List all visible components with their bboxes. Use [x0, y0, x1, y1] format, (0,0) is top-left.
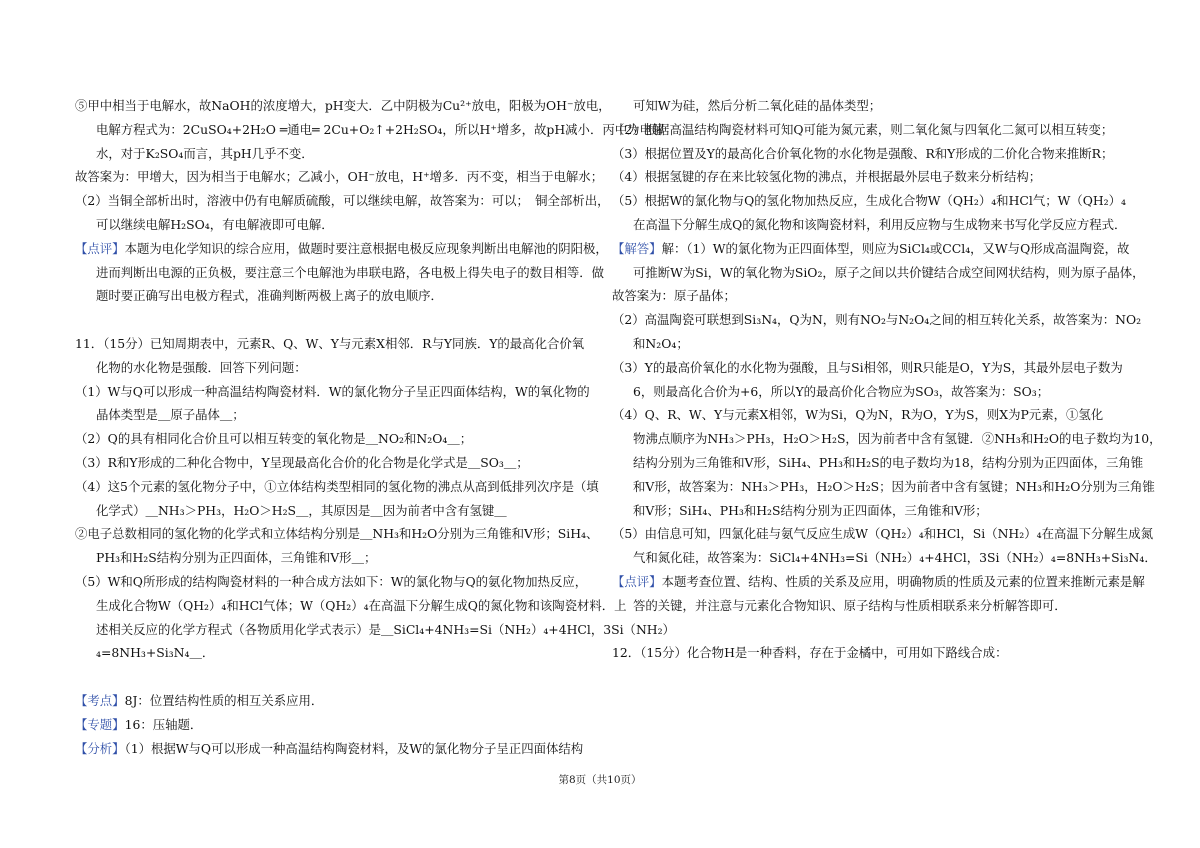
section-tag: 【解答】 — [612, 240, 662, 256]
line-text: 生成化合物W（QH₂）₄和HCl气体；W（QH₂）₄在高温下分解生成Q的氮化物和该陶瓷材料．上 — [96, 597, 627, 613]
text-line — [75, 713, 590, 737]
line-text: ⑤甲中相当于电解水，故NaOH的浓度增大，pH变大．乙中阴极为Cu²⁺放电，阳极为OH⁻放电， — [75, 98, 611, 113]
text-line — [612, 118, 1127, 142]
text-line — [75, 570, 590, 594]
text-line — [75, 142, 590, 166]
line-text: 故答案为：甲增大，因为相当于电解水；乙减小，OH⁻放电，H⁺增多．丙不变，相当于电解水； — [75, 169, 604, 185]
text-line — [75, 94, 611, 118]
line-text: 和V形，故答案为：NH₃＞PH₃，H₂O＞H₂S；因为前者中含有氢键；NH₃和H₂O分别为三角锥 — [633, 478, 1155, 494]
text-line — [612, 403, 1127, 427]
line-text: （5）W和Q所形成的结构陶瓷材料的一种合成方法如下：W的氯化物与Q的氨化物加热反应， — [75, 573, 588, 589]
text-line — [612, 237, 1130, 261]
text-line — [612, 427, 1162, 451]
line-text: （2）当铜全部析出时，溶液中仍有电解质硫酸，可以继续电解，故答案为：可以； 铜全部析出， — [75, 193, 610, 209]
text-line — [75, 261, 605, 285]
text-line — [75, 475, 599, 499]
line-text: 本题为电化学知识的综合应用，做题时要注意根据电极反应现象判断出电解池的阴阳极， — [124, 240, 608, 256]
text-line — [612, 594, 1127, 618]
section-tag: 【专题】 — [75, 716, 125, 732]
line-text: （1）根据W与Q可以形成一种高温结构陶瓷材料，及W的氯化物分子呈正四面体结构 — [124, 740, 584, 756]
line-text: （3）根据位置及Y的最高化合价氧化物的水化物是强酸、R和Y形成的二价化合物来推断R； — [612, 145, 1114, 161]
text-line — [612, 94, 1127, 118]
line-text: 电解方程式为：2CuSO₄+2H₂O ═通电═ 2Cu+O₂↑+2H₂SO₄，所以H⁺增多，故pH减小．丙中为电解 — [96, 121, 665, 137]
text-line — [75, 118, 665, 142]
text-line — [612, 451, 1144, 475]
line-text: （1）W与Q可以形成一种高温结构陶瓷材料．W的氯化物分子呈正四面体结构，W的氧化物的 — [75, 383, 590, 399]
line-text: （2）Q的具有相同化合价且可以相互转变的氧化物是＿NO₂和N₂O₄＿； — [75, 431, 473, 447]
line-text: （3）R和Y形成的二种化合物中，Y呈现最高化合价的化合物是化学式是＿SO₃＿； — [75, 454, 529, 470]
text-line — [75, 403, 590, 427]
page-footer: 第8页（共10页） — [558, 774, 642, 786]
line-text: 本题考查位置、结构、性质的关系及应用，明确物质的性质及元素的位置来推断元素是解 — [661, 573, 1145, 589]
line-text: 可知W为硅，然后分析二氧化硅的晶体类型； — [633, 98, 882, 113]
text-line — [612, 189, 1127, 213]
text-line — [75, 332, 590, 356]
text-line — [612, 570, 1145, 594]
text-line — [75, 499, 590, 523]
text-line — [612, 142, 1127, 166]
text-line — [612, 641, 1127, 665]
text-line — [75, 165, 604, 189]
line-text: 11．（15分）已知周期表中，元素R、Q、W、Y与元素X相邻．R与Y同族．Y的最高化合价氧 — [75, 335, 585, 351]
text-line — [75, 665, 590, 689]
text-line — [612, 475, 1155, 499]
line-text: （5）根据W的氯化物与Q的氢化物加热反应，生成化合物W（QH₂）₄和HCl气；W（QH₂）₄ — [612, 193, 1127, 209]
text-line — [612, 356, 1127, 380]
line-text: ②电子总数相同的氢化物的化学式和立体结构分别是＿NH₃和H₂O分别为三角锥和V形；SiH₄、 — [75, 526, 599, 542]
section-tag: 【点评】 — [75, 240, 125, 256]
line-text: 和V形；SiH₄、PH₃和H₂S结构分别为正四面体，三角锥和V形； — [633, 502, 988, 518]
line-text: （2）根据高温结构陶瓷材料可知Q可能为氮元素，则二氧化氮与四氧化二氮可以相互转变； — [612, 121, 1114, 137]
text-line — [75, 594, 627, 618]
text-line — [612, 380, 1127, 404]
line-text: PH₃和H₂S结构分别为正四面体，三角锥和V形＿； — [96, 550, 377, 566]
line-text: （4）根据氢键的存在来比较氢化物的沸点，并根据最外层电子数来分析结构； — [612, 169, 1042, 185]
text-line — [75, 522, 599, 546]
line-text: 进而判断出电源的正负极，要注意三个电解池为串联电路，各电极上得失电子的数目相等．做 — [96, 264, 605, 280]
text-line — [75, 427, 590, 451]
text-line — [612, 308, 1142, 332]
text-line — [612, 499, 1127, 523]
line-text: 可推断W为Si，W的氧化物为SiO₂，原子之间以共价键结合成空间网状结构，则为原子晶体， — [633, 264, 1145, 280]
line-text: 结构分别为三角锥和V形，SiH₄、PH₃和H₂S的电子数均为18，结构分别为正四面体，三角锥 — [633, 454, 1144, 470]
text-line — [612, 522, 1154, 546]
line-text: 晶体类型是＿原子晶体＿； — [96, 407, 245, 423]
line-text: 答的关键，并注意与元素化合物知识、原子结构与性质相联系来分析解答即可． — [633, 597, 1067, 613]
line-text: （2）高温陶瓷可联想到Si₃N₄，Q为N，则有NO₂与N₂O₄之间的相互转化关系，故答案为：NO₂ — [612, 312, 1142, 328]
line-text: 物沸点顺序为NH₃＞PH₃，H₂O＞H₂S，因为前者中含有氢键．②NH₃和H₂O的电子数均为10， — [633, 431, 1162, 447]
line-text: 解：（1）W的氯化物为正四面体型，则应为SiCl₄或CCl₄，又W与Q形成高温陶瓷，故 — [661, 240, 1130, 256]
text-line — [75, 189, 610, 213]
text-line — [612, 332, 1127, 356]
text-line — [75, 451, 590, 475]
line-text: 化物的水化物是强酸．回答下列问题： — [96, 359, 307, 375]
line-text: 和N₂O₄； — [633, 335, 689, 351]
line-text: ₄=8NH₃+Si₃N₄＿． — [96, 645, 215, 661]
text-line — [612, 284, 1127, 308]
line-text: 16：压轴题． — [124, 716, 203, 732]
text-line — [612, 213, 1127, 237]
text-line — [612, 546, 1157, 570]
line-text: 故答案为：原子晶体； — [612, 288, 736, 304]
text-line — [75, 213, 590, 237]
line-text: （4）这5个元素的氢化物分子中，①立体结构类型相同的氢化物的沸点从高到低排列次序是（填 — [75, 478, 599, 494]
text-line — [75, 356, 590, 380]
line-text: 水，对于K₂SO₄而言，其pH几乎不变． — [96, 145, 314, 161]
text-line — [75, 618, 675, 642]
line-text: （4）Q、R、W、Y与元素X相邻，W为Si，Q为N，R为O，Y为S，则X为P元素，①氢化 — [612, 407, 1104, 423]
text-line — [75, 308, 590, 332]
line-text: 可以继续电解H₂SO₄，有电解液即可电解． — [96, 216, 334, 232]
text-line — [612, 618, 1127, 642]
line-text: 述相关反应的化学方程式（各物质用化学式表示）是＿SiCl₄+4NH₃=Si（NH₂）₄+4HCl，3Si（NH₂） — [96, 621, 675, 637]
text-line — [75, 546, 590, 570]
line-text: 在高温下分解生成Q的氮化物和该陶瓷材料，利用反应物与生成物来书写化学反应方程式． — [633, 216, 1127, 232]
section-tag: 【分析】 — [75, 740, 125, 756]
section-tag: 【点评】 — [612, 573, 662, 589]
text-line — [75, 737, 590, 761]
line-text: （3）Y的最高价氧化的水化物为强酸，且与Si相邻，则R只能是O，Y为S，其最外层电子数为 — [612, 359, 1123, 375]
text-line — [75, 641, 590, 665]
line-text: 6，则最高化合价为+6，所以Y的最高价化合物应为SO₃，故答案为：SO₃； — [633, 383, 1050, 399]
text-line — [75, 237, 608, 261]
line-text: 8J：位置结构性质的相互关系应用． — [124, 692, 324, 708]
line-text: 化学式）＿NH₃＞PH₃，H₂O＞H₂S＿，其原因是＿因为前者中含有氢键＿ — [96, 502, 507, 518]
text-line — [75, 689, 590, 713]
text-line — [75, 380, 590, 404]
line-text: 题时要正确写出电极方程式，准确判断两极上离子的放电顺序． — [96, 288, 443, 304]
line-text: （5）由信息可知，四氯化硅与氨气反应生成W（QH₂）₄和HCl，Si（NH₂）₄在高温下分解生成氮 — [612, 526, 1154, 542]
line-text: 气和氮化硅，故答案为：SiCl₄+4NH₃=Si（NH₂）₄+4HCl，3Si（NH₂）₄=8NH₃+Si₃N₄． — [633, 550, 1157, 566]
text-line — [75, 284, 590, 308]
text-line — [612, 261, 1145, 285]
text-line — [612, 165, 1127, 189]
line-text: 12．（15分）化合物H是一种香料，存在于金橘中，可用如下路线合成： — [612, 645, 1008, 661]
section-tag: 【考点】 — [75, 692, 125, 708]
right-column — [612, 94, 1162, 665]
